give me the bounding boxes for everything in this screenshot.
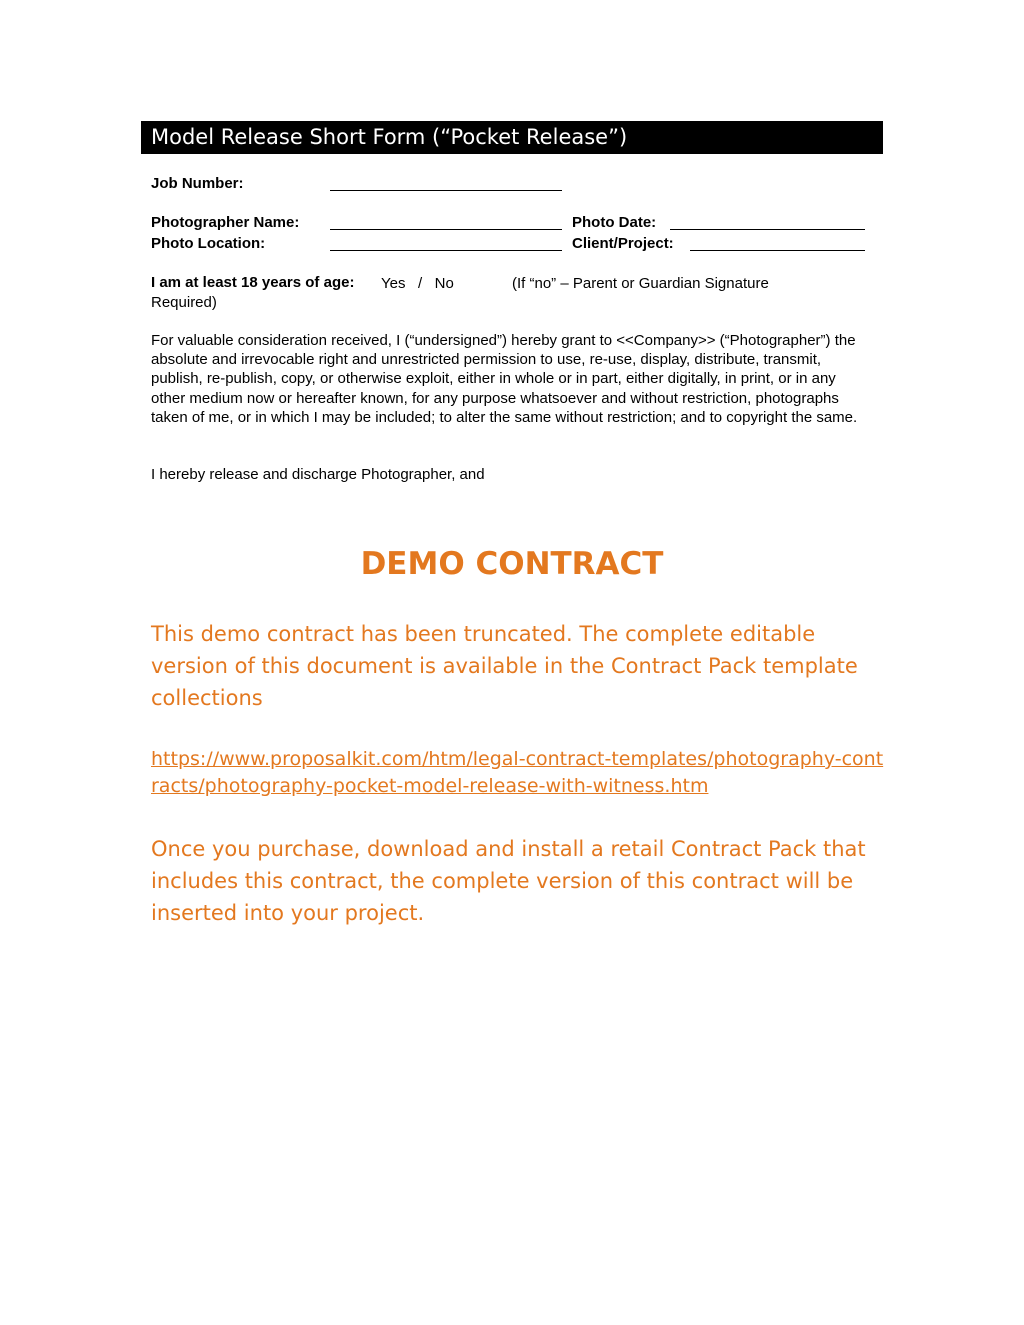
client-project-field[interactable] bbox=[690, 250, 865, 251]
age-label: I am at least 18 years of age: bbox=[151, 274, 355, 291]
client-project-label: Client/Project: bbox=[572, 235, 674, 252]
document-title: Model Release Short Form (“Pocket Release”) bbox=[141, 121, 883, 154]
grant-paragraph: For valuable consideration received, I (“undersigned”) hereby grant to <<Company>> (“Photographer”) the absolute and irrevocable right and unrestricted permission to use, re-use, display, distribute, transmit, publish, re-publish, copy, or otherwise exploit, either in whole or in part, either digitally, in print, or in any other medium now or hereafter known, for any purpose whatsoever and without restriction, photographs taken of me, or in which I may be included; to alter the same without restriction; and to copyright the same. bbox=[151, 332, 858, 426]
photographer-name-field[interactable] bbox=[330, 229, 562, 230]
release-paragraph: I hereby release and discharge Photographer, and bbox=[151, 466, 485, 483]
job-number-label: Job Number: bbox=[151, 175, 244, 192]
photo-location-label: Photo Location: bbox=[151, 235, 266, 252]
demo-contract-heading: DEMO CONTRACT bbox=[360, 546, 664, 582]
photographer-name-label: Photographer Name: bbox=[151, 214, 300, 231]
guardian-note-continued: Required) bbox=[151, 294, 217, 311]
contract-pack-link[interactable]: https://www.proposalkit.com/htm/legal-contract-templates/photography-contracts/photography-pocket-model-release-with-witness.htm bbox=[151, 748, 884, 797]
job-number-field[interactable] bbox=[330, 190, 562, 191]
photo-location-field[interactable] bbox=[330, 250, 562, 251]
truncated-notice: This demo contract has been truncated. The complete editable version of this document is available in the Contract Pack template collections bbox=[151, 622, 858, 710]
age-options[interactable]: Yes / No bbox=[381, 275, 454, 292]
guardian-note: (If “no” – Parent or Guardian Signature bbox=[512, 275, 769, 292]
purchase-notice: Once you purchase, download and install a retail Contract Pack that includes this contract, the complete version of this contract will be inserted into your project. bbox=[151, 837, 866, 925]
photo-date-field[interactable] bbox=[670, 229, 865, 230]
photo-date-label: Photo Date: bbox=[572, 214, 657, 231]
